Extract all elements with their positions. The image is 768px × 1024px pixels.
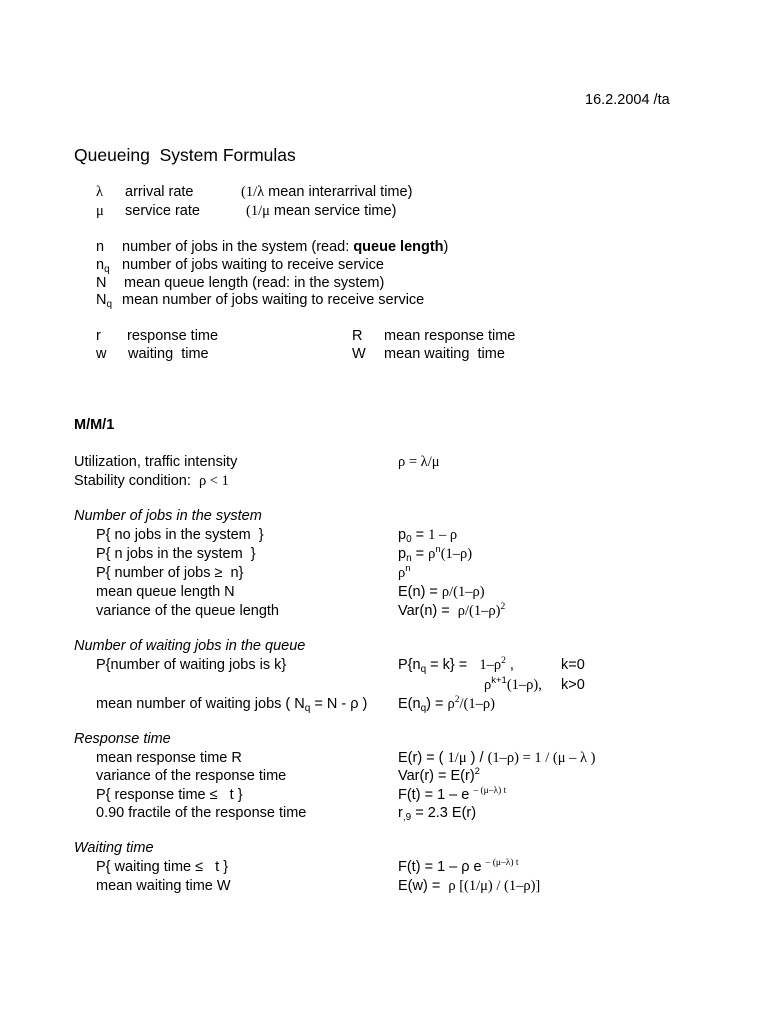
- stability-label: Stability condition:: [74, 473, 199, 489]
- jobs-in-system-heading: Number of jobs in the system: [74, 508, 262, 524]
- pge-formula: [398, 563, 411, 581]
- pn-formula: [398, 544, 473, 564]
- pk-case-2: [484, 675, 542, 693]
- Nq-symbol: [96, 293, 112, 308]
- pk-case2-rho: ρ: [484, 677, 492, 693]
- waiting-cdf-label: P{ waiting time ≤ t }: [96, 859, 229, 875]
- mean-response-lhs: E(r) = (: [398, 750, 448, 766]
- nq-symbol-sub: q: [104, 264, 110, 275]
- pn-sup: n: [435, 544, 441, 555]
- mean-waiting-jobs-label-sub: q: [304, 703, 311, 714]
- waiting-cdf-exponent: – (μ–λ) t: [485, 858, 519, 868]
- queue-variance-formula: [398, 604, 505, 619]
- response-fractile-base: r: [398, 805, 403, 821]
- mean-waiting-jobs-sup: 2: [454, 695, 460, 705]
- p0-formula: [398, 528, 457, 543]
- mean-queue-length-lhs: E(n) =: [398, 584, 442, 600]
- R-symbol: R: [352, 328, 363, 344]
- mu-note-text: mean service time): [269, 203, 397, 219]
- p0-sub: 0: [406, 534, 412, 545]
- response-time-heading: Response time: [74, 731, 171, 747]
- nq-symbol-base: n: [96, 257, 105, 273]
- waiting-jobs-heading: Number of waiting jobs in the queue: [74, 638, 306, 654]
- Nq-description: mean number of jobs waiting to receive service: [122, 292, 425, 308]
- pk-sub: q: [420, 664, 427, 675]
- nq-symbol: [96, 258, 110, 273]
- mu-note: [246, 204, 396, 219]
- lambda-note: [241, 185, 412, 200]
- response-fractile-rhs: = 2.3 E(r): [411, 805, 477, 821]
- utilization-formula: ρ = λ/μ: [398, 454, 440, 470]
- pk-comma: ,: [505, 657, 514, 673]
- queue-variance-rhs: ρ/(1–ρ): [457, 603, 501, 619]
- mu-symbol: μ: [96, 203, 104, 219]
- mean-queue-length-label: mean queue length N: [96, 584, 235, 600]
- response-cdf-lhs: F(t) = 1 – e: [398, 787, 474, 803]
- p0-value: 1 – ρ: [428, 527, 458, 543]
- r-description: response time: [127, 328, 219, 344]
- mean-waiting-time-label: mean waiting time W: [96, 878, 231, 894]
- mean-response-formula: [398, 751, 596, 766]
- w-symbol: w: [96, 346, 107, 362]
- mean-response-rhs: (1–ρ) = 1 / (μ – λ ): [487, 750, 596, 766]
- response-cdf-label: P{ response time ≤ t }: [96, 787, 243, 803]
- n-description: [122, 240, 448, 255]
- pk-formula: [398, 658, 514, 673]
- mean-waiting-jobs-formula: [398, 697, 495, 712]
- pk-condition-1: k=0: [561, 657, 585, 673]
- pk-case2-sup: k+1: [491, 675, 507, 686]
- mean-waiting-jobs-rhs: /(1–ρ): [459, 696, 495, 712]
- p0-label: P{ no jobs in the system }: [96, 527, 264, 543]
- nq-description: number of jobs waiting to receive service: [122, 257, 384, 273]
- pn-label: P{ n jobs in the system }: [96, 546, 256, 562]
- W-description: mean waiting time: [384, 346, 505, 362]
- lambda-note-formula: (1/λ: [241, 184, 265, 200]
- response-cdf-exponent: – (μ–λ) t: [473, 786, 507, 796]
- stability-formula: ρ < 1: [198, 473, 229, 489]
- document-date: 16.2.2004 /ta: [585, 92, 670, 108]
- mean-waiting-jobs-label: [96, 697, 367, 712]
- R-description: mean response time: [384, 328, 516, 344]
- mu-description: service rate: [125, 203, 200, 219]
- mean-waiting-jobs-label-text: mean number of waiting jobs ( N: [96, 696, 305, 712]
- page-title: Queueing System Formulas: [74, 145, 296, 165]
- queue-variance-lhs: Var(n) =: [398, 603, 458, 619]
- mean-queue-length-rhs: ρ/(1–ρ): [441, 584, 485, 600]
- n-description-close: ): [443, 239, 449, 255]
- N-symbol: N: [96, 275, 107, 291]
- pk-condition-2: k>0: [561, 677, 585, 693]
- mean-waiting-time-rhs: ρ [(1/μ) / (1–ρ)]: [448, 878, 541, 894]
- n-description-bold: queue length: [353, 239, 444, 255]
- mu-note-formula: (1/μ: [246, 203, 270, 219]
- response-variance-formula: [398, 766, 480, 784]
- n-description-text: number of jobs in the system (read:: [122, 239, 354, 255]
- response-fractile-formula: [398, 806, 476, 821]
- queue-variance-sup: 2: [500, 602, 506, 612]
- mean-response-label: mean response time R: [96, 750, 242, 766]
- pge-sup: n: [405, 563, 411, 574]
- pk-case1: 1–ρ: [479, 657, 502, 673]
- W-symbol: W: [352, 346, 366, 362]
- pk-case2-factor: (1–ρ),: [506, 677, 542, 693]
- waiting-cdf-lhs: F(t) = 1 – ρ e: [398, 859, 486, 875]
- mean-queue-length-formula: [398, 585, 485, 600]
- response-variance-label: variance of the response time: [96, 768, 287, 784]
- response-fractile-sub: ,9: [402, 812, 412, 823]
- waiting-time-heading: Waiting time: [74, 840, 154, 856]
- pk-lhs: P{n: [398, 657, 421, 673]
- pn-base: p: [398, 546, 407, 562]
- mean-waiting-time-formula: [398, 879, 540, 894]
- N-description: mean queue length (read: in the system): [124, 275, 385, 291]
- pk-case1-sup: 2: [501, 656, 506, 666]
- queue-variance-label: variance of the queue length: [96, 603, 279, 619]
- stability-condition: [74, 474, 229, 489]
- mean-response-mu: 1/μ: [447, 750, 467, 766]
- pn-sub: n: [406, 553, 412, 564]
- pn-eq: =: [411, 546, 429, 562]
- pk-eq: = k} =: [426, 657, 480, 673]
- w-description: waiting time: [128, 346, 209, 362]
- pn-factor: (1–ρ): [440, 546, 473, 562]
- n-symbol: n: [96, 239, 105, 255]
- p0-base: p: [398, 527, 407, 543]
- utilization-label: Utilization, traffic intensity: [74, 454, 238, 470]
- mm1-heading: M/M/1: [74, 417, 115, 433]
- mean-waiting-time-lhs: E(w) =: [398, 878, 449, 894]
- mean-waiting-jobs-sub: q: [420, 703, 427, 714]
- mean-waiting-jobs-lhs: E(n: [398, 696, 421, 712]
- r-symbol: r: [96, 328, 101, 344]
- pn-rho: ρ: [428, 546, 436, 562]
- mean-response-div: ) /: [466, 750, 488, 766]
- Nq-symbol-sub: q: [106, 299, 113, 310]
- p0-eq: =: [411, 527, 429, 543]
- response-variance-lhs: Var(r) = E(r): [398, 768, 475, 784]
- mean-waiting-jobs-rho: ρ: [447, 696, 455, 712]
- response-fractile-label: 0.90 fractile of the response time: [96, 805, 307, 821]
- Nq-symbol-base: N: [96, 292, 107, 308]
- mean-waiting-jobs-eq: ) =: [426, 696, 448, 712]
- pk-label: P{number of waiting jobs is k}: [96, 657, 287, 673]
- lambda-symbol: λ: [96, 184, 104, 200]
- pge-label: P{ number of jobs ≥ n}: [96, 565, 244, 581]
- pge-rho: ρ: [398, 565, 406, 581]
- response-cdf-formula: [398, 788, 506, 803]
- waiting-cdf-formula: [398, 860, 519, 875]
- response-variance-sup: 2: [474, 766, 480, 777]
- mean-waiting-jobs-label-rest: = N - ρ ): [310, 696, 368, 712]
- lambda-description: arrival rate: [125, 184, 194, 200]
- lambda-note-text: mean interarrival time): [264, 184, 413, 200]
